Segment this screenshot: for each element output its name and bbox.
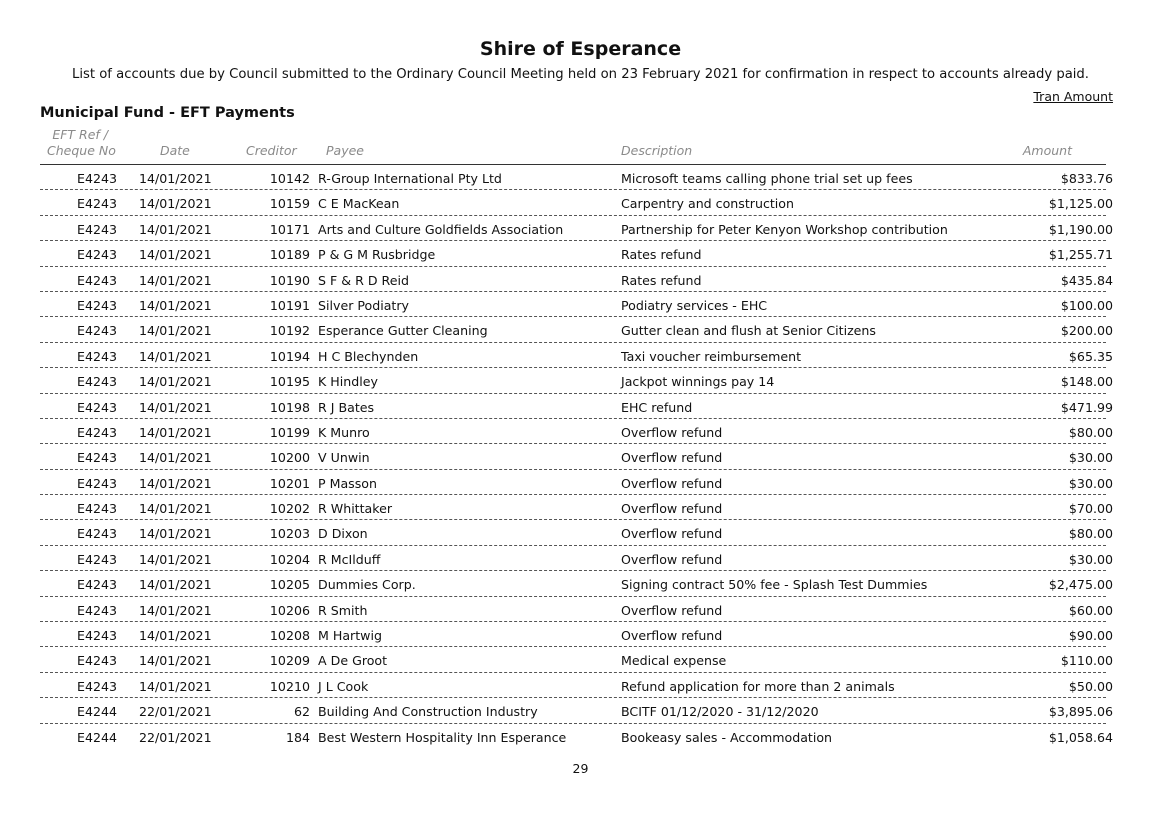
column-header-creditor: Creditor — [246, 143, 297, 158]
cell-payee: R-Group International Pty Ltd — [318, 171, 502, 186]
cell-payee: C E MacKean — [318, 196, 400, 212]
report-subtitle: List of accounts due by Council submitted to the Ordinary Council Meeting held on 23 February 2021 for confirmation in respect to accounts already paid. — [71, 67, 1089, 82]
section-title: Municipal Fund - EFT Payments — [40, 105, 295, 121]
table-row — [0, 470, 1161, 495]
cell-date: 14/01/2021 — [139, 628, 212, 644]
cell-ref: E4243 — [76, 678, 117, 694]
cell-ref: E4243 — [76, 526, 117, 542]
cell-creditor: 10198 — [269, 399, 310, 415]
cell-amount: $60.00 — [1068, 602, 1113, 618]
cell-payee: Silver Podiatry — [318, 297, 410, 313]
cell-date: 14/01/2021 — [139, 678, 212, 694]
cell-description: Refund application for more than 2 animals — [621, 678, 895, 694]
cell-creditor: 10194 — [269, 348, 310, 364]
cell-payee: A De Groot — [318, 653, 388, 669]
cell-description: Overflow refund — [621, 628, 723, 644]
cell-creditor: 10142 — [269, 171, 310, 186]
cell-date: 14/01/2021 — [139, 501, 212, 517]
cell-creditor: 10171 — [269, 221, 310, 237]
column-header-ref-line2: Cheque No — [47, 143, 116, 158]
cell-description: EHC refund — [621, 399, 693, 415]
cell-ref: E4243 — [76, 475, 117, 491]
cell-ref: E4244 — [76, 704, 117, 720]
cell-amount: $65.35 — [1068, 348, 1113, 364]
cell-creditor: 10191 — [269, 297, 310, 313]
cell-amount: $80.00 — [1068, 526, 1113, 542]
table-row — [0, 571, 1161, 596]
cell-description: Gutter clean and flush at Senior Citizens — [621, 323, 876, 339]
table-row — [0, 622, 1161, 647]
cell-ref: E4244 — [76, 729, 117, 745]
table-row — [0, 267, 1161, 292]
cell-payee: Arts and Culture Goldfields Association — [318, 221, 564, 237]
cell-ref: E4243 — [76, 171, 117, 186]
cell-amount: $30.00 — [1068, 475, 1113, 491]
column-header-amount: Amount — [1022, 143, 1072, 158]
table-row — [0, 495, 1161, 520]
cell-description: Medical expense — [621, 653, 727, 669]
cell-payee: Dummies Corp. — [318, 577, 416, 593]
cell-amount: $2,475.00 — [1048, 577, 1113, 593]
cell-ref: E4243 — [76, 297, 117, 313]
cell-creditor: 62 — [293, 704, 310, 720]
cell-payee: J L Cook — [318, 678, 369, 694]
payments-table — [0, 165, 1161, 749]
cell-description: Bookeasy sales - Accommodation — [621, 729, 833, 745]
cell-date: 14/01/2021 — [139, 374, 212, 390]
cell-amount: $1,125.00 — [1048, 196, 1113, 212]
page-number: 29 — [572, 761, 589, 776]
cell-amount: $1,058.64 — [1048, 729, 1113, 745]
cell-ref: E4243 — [76, 501, 117, 517]
table-row — [0, 368, 1161, 393]
cell-ref: E4243 — [76, 653, 117, 669]
cell-date: 14/01/2021 — [139, 348, 212, 364]
cell-creditor: 10203 — [269, 526, 310, 542]
cell-ref: E4243 — [76, 221, 117, 237]
cell-amount: $70.00 — [1068, 501, 1113, 517]
cell-creditor: 10190 — [269, 272, 310, 288]
cell-payee: R Whittaker — [318, 501, 393, 517]
cell-description: Overflow refund — [621, 602, 723, 618]
cell-ref: E4243 — [76, 247, 117, 263]
table-row — [0, 394, 1161, 419]
column-header-ref — [40, 127, 118, 159]
cell-ref: E4243 — [76, 628, 117, 644]
cell-payee: M Hartwig — [318, 628, 382, 644]
cell-amount: $100.00 — [1060, 297, 1113, 313]
cell-amount: $80.00 — [1068, 424, 1113, 440]
table-row — [0, 241, 1161, 266]
cell-description: Rates refund — [621, 272, 702, 288]
cell-payee: V Unwin — [318, 450, 370, 466]
table-row — [0, 647, 1161, 672]
cell-creditor: 10206 — [269, 602, 310, 618]
table-row — [0, 343, 1161, 368]
cell-date: 14/01/2021 — [139, 247, 212, 263]
table-row — [0, 520, 1161, 545]
cell-amount: $30.00 — [1068, 450, 1113, 466]
cell-creditor: 10204 — [269, 551, 310, 567]
column-header-ref-line1: EFT Ref / — [52, 127, 108, 142]
cell-ref: E4243 — [76, 374, 117, 390]
cell-payee: H C Blechynden — [318, 348, 419, 364]
cell-creditor: 10210 — [269, 678, 310, 694]
cell-description: Overflow refund — [621, 450, 723, 466]
cell-payee: Esperance Gutter Cleaning — [318, 323, 488, 339]
cell-creditor: 184 — [285, 729, 310, 745]
cell-description: Overflow refund — [621, 551, 723, 567]
cell-creditor: 10209 — [269, 653, 310, 669]
cell-amount: $200.00 — [1060, 323, 1113, 339]
cell-date: 14/01/2021 — [139, 221, 212, 237]
cell-creditor: 10159 — [269, 196, 310, 212]
cell-amount: $1,255.71 — [1048, 247, 1113, 263]
column-header-payee: Payee — [326, 143, 364, 158]
cell-date: 14/01/2021 — [139, 577, 212, 593]
cell-description: Overflow refund — [621, 501, 723, 517]
cell-description: Overflow refund — [621, 526, 723, 542]
cell-amount: $3,895.06 — [1048, 704, 1113, 720]
cell-amount: $471.99 — [1060, 399, 1113, 415]
cell-date: 14/01/2021 — [139, 196, 212, 212]
cell-ref: E4243 — [76, 450, 117, 466]
cell-amount: $1,190.00 — [1048, 221, 1113, 237]
cell-creditor: 10201 — [269, 475, 310, 491]
cell-payee: R Smith — [318, 602, 368, 618]
cell-description: Taxi voucher reimbursement — [621, 348, 802, 364]
cell-description: Carpentry and construction — [621, 196, 794, 212]
cell-date: 14/01/2021 — [139, 526, 212, 542]
cell-creditor: 10205 — [269, 577, 310, 593]
cell-description: Microsoft teams calling phone trial set up fees — [621, 171, 913, 186]
cell-amount: $833.76 — [1060, 171, 1113, 186]
cell-date: 22/01/2021 — [139, 729, 212, 745]
table-row — [0, 165, 1161, 190]
cell-payee: P Masson — [318, 475, 377, 491]
cell-creditor: 10192 — [269, 323, 310, 339]
cell-date: 14/01/2021 — [139, 475, 212, 491]
cell-ref: E4243 — [76, 196, 117, 212]
cell-ref: E4243 — [76, 424, 117, 440]
table-row — [0, 292, 1161, 317]
cell-creditor: 10202 — [269, 501, 310, 517]
cell-date: 14/01/2021 — [139, 653, 212, 669]
cell-date: 14/01/2021 — [139, 272, 212, 288]
table-row — [0, 444, 1161, 469]
table-row — [0, 597, 1161, 622]
cell-amount: $435.84 — [1060, 272, 1113, 288]
cell-amount: $148.00 — [1060, 374, 1113, 390]
column-header-date: Date — [160, 143, 190, 158]
cell-payee: Building And Construction Industry — [318, 704, 538, 720]
cell-ref: E4243 — [76, 323, 117, 339]
cell-ref: E4243 — [76, 551, 117, 567]
cell-ref: E4243 — [76, 272, 117, 288]
cell-ref: E4243 — [76, 399, 117, 415]
cell-description: BCITF 01/12/2020 - 31/12/2020 — [621, 704, 819, 720]
cell-payee: K Hindley — [318, 374, 378, 390]
table-row — [0, 317, 1161, 342]
cell-payee: R J Bates — [318, 399, 375, 415]
cell-creditor: 10200 — [269, 450, 310, 466]
cell-description: Signing contract 50% fee - Splash Test Dummies — [621, 577, 928, 593]
cell-payee: R McIlduff — [318, 551, 381, 567]
table-row — [0, 546, 1161, 571]
cell-ref: E4243 — [76, 348, 117, 364]
table-row — [0, 419, 1161, 444]
cell-creditor: 10195 — [269, 374, 310, 390]
cell-ref: E4243 — [76, 602, 117, 618]
cell-payee: Best Western Hospitality Inn Esperance — [318, 729, 567, 745]
cell-date: 22/01/2021 — [139, 704, 212, 720]
cell-description: Podiatry services - EHC — [621, 297, 768, 313]
cell-date: 14/01/2021 — [139, 602, 212, 618]
cell-description: Jackpot winnings pay 14 — [621, 374, 775, 390]
column-header-description: Description — [621, 143, 693, 158]
cell-description: Overflow refund — [621, 424, 723, 440]
cell-description: Partnership for Peter Kenyon Workshop contribution — [621, 221, 948, 237]
cell-amount: $90.00 — [1068, 628, 1113, 644]
table-row — [0, 724, 1161, 749]
table-row — [0, 698, 1161, 723]
table-row — [0, 673, 1161, 698]
cell-amount: $110.00 — [1060, 653, 1113, 669]
cell-payee: D Dixon — [318, 526, 368, 542]
cell-amount: $50.00 — [1068, 678, 1113, 694]
cell-creditor: 10189 — [269, 247, 310, 263]
cell-date: 14/01/2021 — [139, 399, 212, 415]
report-title: Shire of Esperance — [479, 38, 682, 60]
cell-date: 14/01/2021 — [139, 424, 212, 440]
cell-date: 14/01/2021 — [139, 171, 212, 186]
cell-date: 14/01/2021 — [139, 323, 212, 339]
tran-amount-label: Tran Amount — [1033, 89, 1113, 104]
cell-date: 14/01/2021 — [139, 551, 212, 567]
table-row — [0, 190, 1161, 215]
cell-description: Rates refund — [621, 247, 702, 263]
table-row — [0, 216, 1161, 241]
cell-payee: S F & R D Reid — [318, 272, 409, 288]
cell-ref: E4243 — [76, 577, 117, 593]
cell-creditor: 10208 — [269, 628, 310, 644]
cell-creditor: 10199 — [269, 424, 310, 440]
cell-payee: P & G M Rusbridge — [318, 247, 436, 263]
cell-date: 14/01/2021 — [139, 297, 212, 313]
cell-date: 14/01/2021 — [139, 450, 212, 466]
cell-description: Overflow refund — [621, 475, 723, 491]
cell-payee: K Munro — [318, 424, 370, 440]
cell-amount: $30.00 — [1068, 551, 1113, 567]
